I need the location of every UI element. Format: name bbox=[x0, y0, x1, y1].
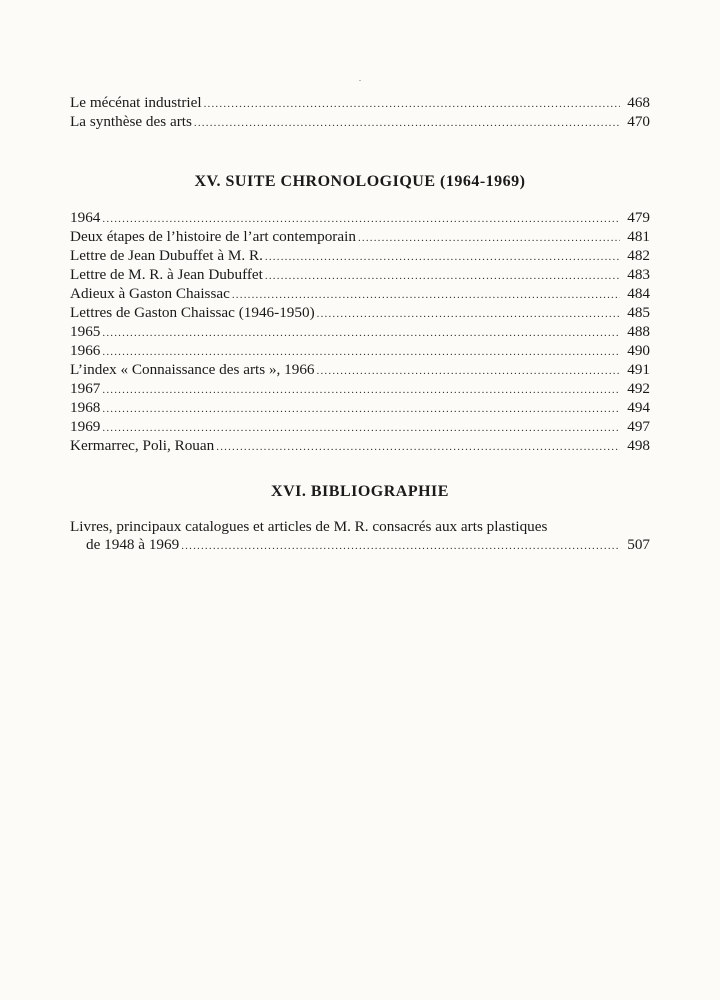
toc-entry-label: Lettre de M. R. à Jean Dubuffet bbox=[70, 266, 263, 283]
dot-leader bbox=[102, 400, 620, 418]
dot-leader bbox=[265, 248, 620, 266]
toc-entry-bibliography bbox=[70, 518, 650, 555]
toc-entry-label: 1967 bbox=[70, 380, 101, 397]
toc-entry-label: Le mécénat industriel bbox=[70, 94, 202, 111]
toc-entry-label: Kermarrec, Poli, Rouan bbox=[70, 437, 215, 454]
toc-entry-label: Lettres de Gaston Chaissac (1946-1950) bbox=[70, 304, 315, 321]
dot-leader bbox=[265, 267, 620, 285]
dot-leader bbox=[194, 114, 620, 132]
dot-leader bbox=[102, 210, 620, 228]
toc-entry-page: 484 bbox=[627, 285, 650, 302]
toc-entry-label-line1: Livres, principaux catalogues et articles de M. R. consacrés aux arts plastiques bbox=[70, 518, 548, 535]
toc-entry-page: 470 bbox=[627, 113, 650, 130]
dot-leader bbox=[181, 537, 620, 555]
toc-entry bbox=[70, 113, 650, 132]
toc-entry-line2 bbox=[70, 536, 650, 555]
toc-entry-label: Deux étapes de l’histoire de l’art contemporain bbox=[70, 228, 356, 245]
toc-entry-page: 488 bbox=[627, 323, 650, 340]
dot-leader bbox=[102, 324, 620, 342]
toc-entry-page: 507 bbox=[627, 536, 650, 553]
toc-entry-page: 492 bbox=[627, 380, 650, 397]
toc-entry bbox=[70, 323, 650, 342]
toc-entry bbox=[70, 285, 650, 304]
dot-leader bbox=[102, 343, 620, 361]
toc-entry bbox=[70, 247, 650, 266]
dot-leader bbox=[102, 419, 620, 437]
toc-entry-label: 1965 bbox=[70, 323, 101, 340]
toc-entry-page: 479 bbox=[627, 209, 650, 226]
dot-leader bbox=[216, 438, 620, 456]
dot-leader bbox=[317, 362, 620, 380]
toc-entry bbox=[70, 399, 650, 418]
toc-entry bbox=[70, 209, 650, 228]
toc-entry-page: 481 bbox=[627, 228, 650, 245]
section-heading-xv: XV. SUITE CHRONOLOGIQUE (1964-1969) bbox=[194, 173, 526, 190]
toc-entry-label: 1964 bbox=[70, 209, 101, 226]
dot-leader bbox=[102, 381, 620, 399]
dot-leader bbox=[204, 95, 620, 113]
toc-entry-label: 1968 bbox=[70, 399, 101, 416]
toc-entry bbox=[70, 304, 650, 323]
dot-leader bbox=[232, 286, 620, 304]
toc-entry bbox=[70, 342, 650, 361]
toc-entry bbox=[70, 228, 650, 247]
table-of-contents bbox=[70, 94, 650, 555]
toc-entry-label: Adieux à Gaston Chaissac bbox=[70, 285, 230, 302]
paper-speck bbox=[359, 80, 361, 81]
toc-entry-label: L’index « Connaissance des arts », 1966 bbox=[70, 361, 315, 378]
toc-entry bbox=[70, 266, 650, 285]
toc-entry bbox=[70, 418, 650, 437]
top-entries bbox=[70, 94, 650, 132]
toc-entry-label: 1966 bbox=[70, 342, 101, 359]
toc-entry bbox=[70, 94, 650, 113]
section-xv-entries bbox=[70, 209, 650, 456]
toc-entry-page: 482 bbox=[627, 247, 650, 264]
toc-entry bbox=[70, 361, 650, 380]
toc-entry-label-line2: de 1948 à 1969 bbox=[86, 536, 180, 553]
toc-entry-page: 468 bbox=[627, 94, 650, 111]
toc-entry-page: 485 bbox=[627, 304, 650, 321]
toc-entry-label: 1969 bbox=[70, 418, 101, 435]
toc-entry-page: 498 bbox=[627, 437, 650, 454]
dot-leader bbox=[317, 305, 620, 323]
toc-entry-page: 483 bbox=[627, 266, 650, 283]
toc-entry-page: 497 bbox=[627, 418, 650, 435]
section-heading-xvi: XVI. BIBLIOGRAPHIE bbox=[271, 483, 449, 500]
toc-entry-label: Lettre de Jean Dubuffet à M. R. bbox=[70, 247, 263, 264]
toc-entry-page: 494 bbox=[627, 399, 650, 416]
toc-entry-label: La synthèse des arts bbox=[70, 113, 192, 130]
toc-entry bbox=[70, 380, 650, 399]
toc-entry-page: 490 bbox=[627, 342, 650, 359]
toc-entry bbox=[70, 437, 650, 456]
toc-entry-page: 491 bbox=[627, 361, 650, 378]
dot-leader bbox=[358, 229, 620, 247]
